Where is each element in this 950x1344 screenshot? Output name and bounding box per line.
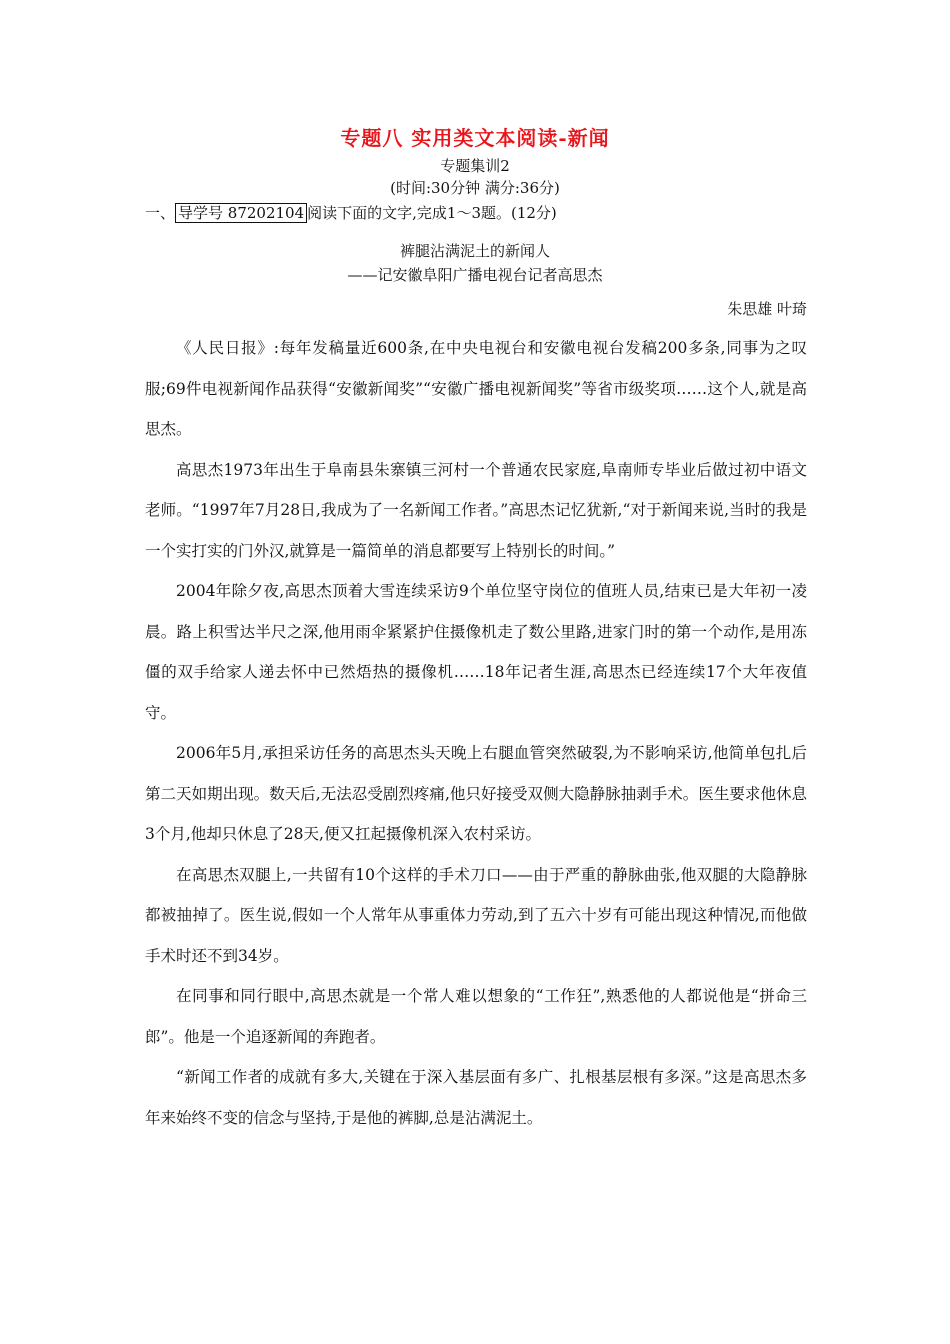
time-info: (时间:30分钟 满分:36分) bbox=[390, 179, 560, 197]
paragraph: 《人民日报》:每年发稿量近600条,在中央电视台和安徽电视台发稿200多条,同事为之叹服;69件电视新闻作品获得“安徽新闻奖”“安徽广播电视新闻奖”等省市级奖项……这个人,就是高思杰。 bbox=[145, 339, 807, 438]
article-subtitle: ——记安徽阜阳广播电视台记者高思杰 bbox=[347, 266, 603, 284]
paragraph: 在同事和同行眼中,高思杰就是一个常人难以想象的“工作狂”,熟悉他的人都说他是“拼命三郎”。他是一个追逐新闻的奔跑者。 bbox=[145, 987, 807, 1046]
paragraph: 2004年除夕夜,高思杰顶着大雪连续采访9个单位坚守岗位的值班人员,结束已是大年初一凌晨。路上积雪达半尺之深,他用雨伞紧紧护住摄像机走了数公里路,进家门时的第一个动作,是用冻僵的双手给家人递去怀中已然焐热的摄像机……18年记者生涯,高思杰已经连续17个大年夜值守。 bbox=[145, 582, 807, 722]
paragraph: 2006年5月,承担采访任务的高思杰头天晚上右腿血管突然破裂,为不影响采访,他简单包扎后第二天如期出现。数天后,无法忍受剧烈疼痛,他只好接受双侧大隐静脉抽剥手术。医生要求他休息3个月,他却只休息了28天,便又扛起摄像机深入农村采访。 bbox=[145, 744, 807, 843]
page-subtitle: 专题集训2 bbox=[440, 157, 510, 175]
question-instruction: 阅读下面的文字,完成1～3题。(12分) bbox=[307, 204, 557, 222]
article-body bbox=[145, 328, 807, 1138]
paragraph: 高思杰1973年出生于阜南县朱寨镇三河村一个普通农民家庭,阜南师专毕业后做过初中语文老师。“1997年7月28日,我成为了一名新闻工作者。”高思杰记忆犹新,“对于新闻来说,当时的我是一个实打实的门外汉,就算是一篇简单的消息都要写上特别长的时间。” bbox=[145, 460, 807, 560]
paragraph: “新闻工作者的成就有多大,关键在于深入基层面有多广、扎根基层根有多深。”这是高思杰多年来始终不变的信念与坚持,于是他的裤脚,总是沾满泥土。 bbox=[145, 1068, 807, 1127]
guide-number-box: 导学号 87202104 bbox=[175, 203, 307, 223]
page-title: 专题八 实用类文本阅读-新闻 bbox=[340, 126, 610, 150]
article-title: 裤腿沾满泥土的新闻人 bbox=[399, 242, 550, 260]
question-number: 一、 bbox=[145, 204, 176, 222]
article-authors: 朱思雄 叶琦 bbox=[727, 300, 807, 318]
paragraph: 在高思杰双腿上,一共留有10个这样的手术刀口——由于严重的静脉曲张,他双腿的大隐静脉都被抽掉了。医生说,假如一个人常年从事重体力劳动,到了五六十岁有可能出现这种情况,而他做手术时还不到34岁。 bbox=[145, 865, 807, 965]
question-instruction-line bbox=[145, 202, 557, 223]
